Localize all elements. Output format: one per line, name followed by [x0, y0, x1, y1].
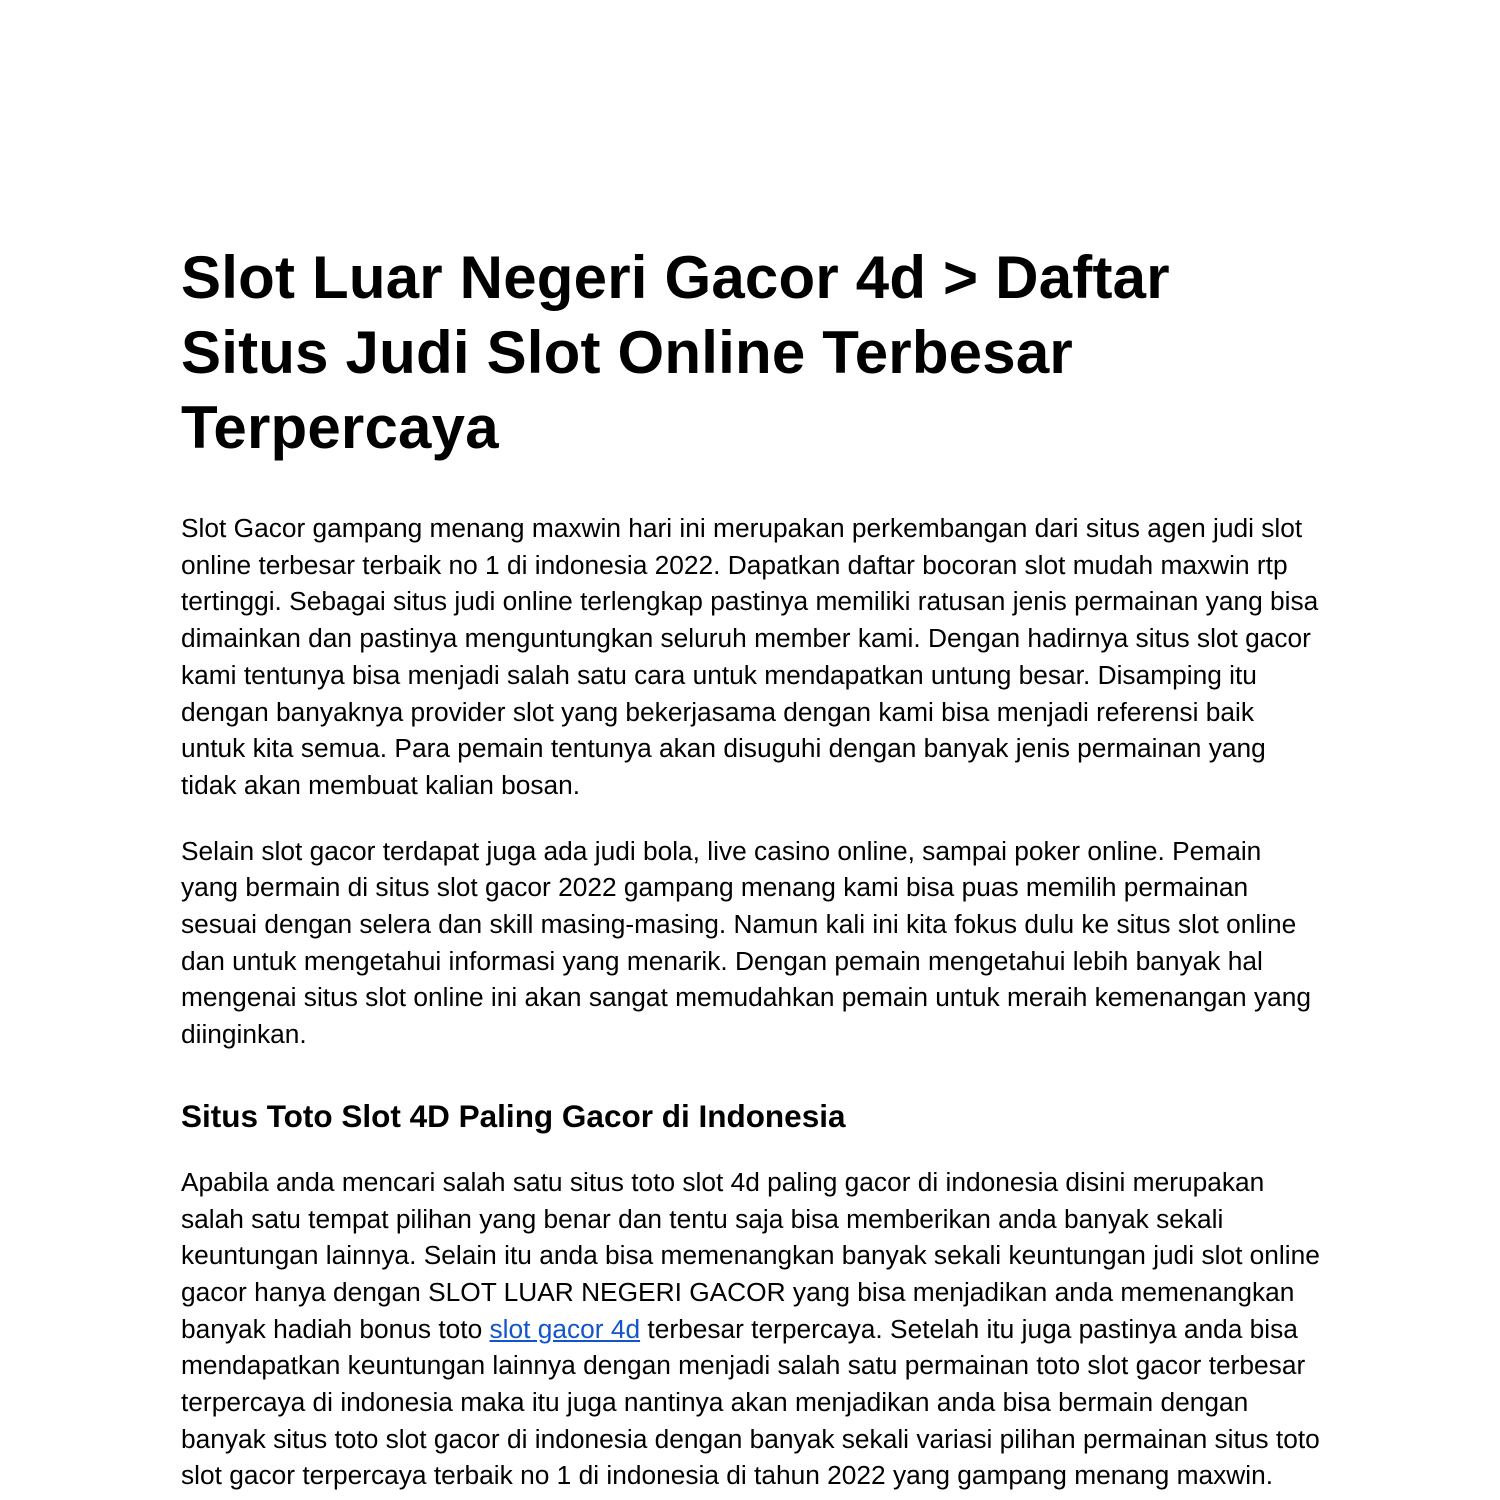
paragraph-toto-slot — [181, 1164, 1321, 1494]
slot-gacor-4d-link[interactable]: slot gacor 4d — [489, 1313, 641, 1344]
section-heading: Situs Toto Slot 4D Paling Gacor di Indonesia — [181, 1097, 846, 1134]
paragraph-text-before-link: Apabila anda mencari salah satu situs toto slot 4d paling gacor di indonesia disini merupakan salah satu tempat pilihan yang benar dan tentu saja bisa memberikan anda banyak sekali keuntungan lainnya. Selain itu anda bisa memenangkan banyak sekali keuntungan judi slot online gacor hanya dengan SLOT LUAR NEGERI GACOR yang bisa menjadikan anda memenangkan banyak hadiah bonus toto — [181, 1166, 1320, 1344]
paragraph-intro: Slot Gacor gampang menang maxwin hari ini merupakan perkembangan dari situs agen judi slot online terbesar terbaik no 1 di indonesia 2022. Dapatkan daftar bocoran slot mudah maxwin rtp tertinggi. Sebagai situs judi online terlengkap pastinya memiliki ratusan jenis permainan yang bisa dimainkan dan pastinya menguntungkan seluruh member kami. Dengan hadirnya situs slot gacor kami tentunya bisa menjadi salah satu cara untuk mendapatkan untung besar. Disamping itu dengan banyaknya provider slot yang bekerjasama dengan kami bisa menjadi referensi baik untuk kita semua. Para pemain tentunya akan disuguhi dengan banyak jenis permainan yang tidak akan membuat kalian bosan. — [181, 513, 1319, 800]
paragraph-text-after-link: terbesar terpercaya. Setelah itu juga pastinya anda bisa mendapatkan keuntungan lainnya dengan menjadi salah satu permainan toto slot gacor terbesar terpercaya di indonesia maka itu juga nantinya akan menjadikan anda bisa bermain dengan banyak situs toto slot gacor di indonesia dengan banyak sekali variasi pilihan permainan situs toto slot gacor terpercaya terbaik no 1 di indonesia di tahun 2022 yang gampang menang maxwin. — [181, 1313, 1320, 1491]
document-title: Slot Luar Negeri Gacor 4d > Daftar Situs Judi Slot Online Terbesar Terpercaya — [181, 244, 1170, 461]
document-page — [181, 240, 1321, 1494]
paragraph-games: Selain slot gacor terdapat juga ada judi bola, live casino online, sampai poker online. Pemain yang bermain di situs slot gacor 2022 gampang menang kami bisa puas memilih permainan sesuai dengan selera dan skill masing-masing. Namun kali ini kita fokus dulu ke situs slot online dan untuk mengetahui informasi yang menarik. Dengan pemain mengetahui lebih banyak hal mengenai situs slot online ini akan sangat memudahkan pemain untuk meraih kemenangan yang diinginkan. — [181, 835, 1312, 1050]
